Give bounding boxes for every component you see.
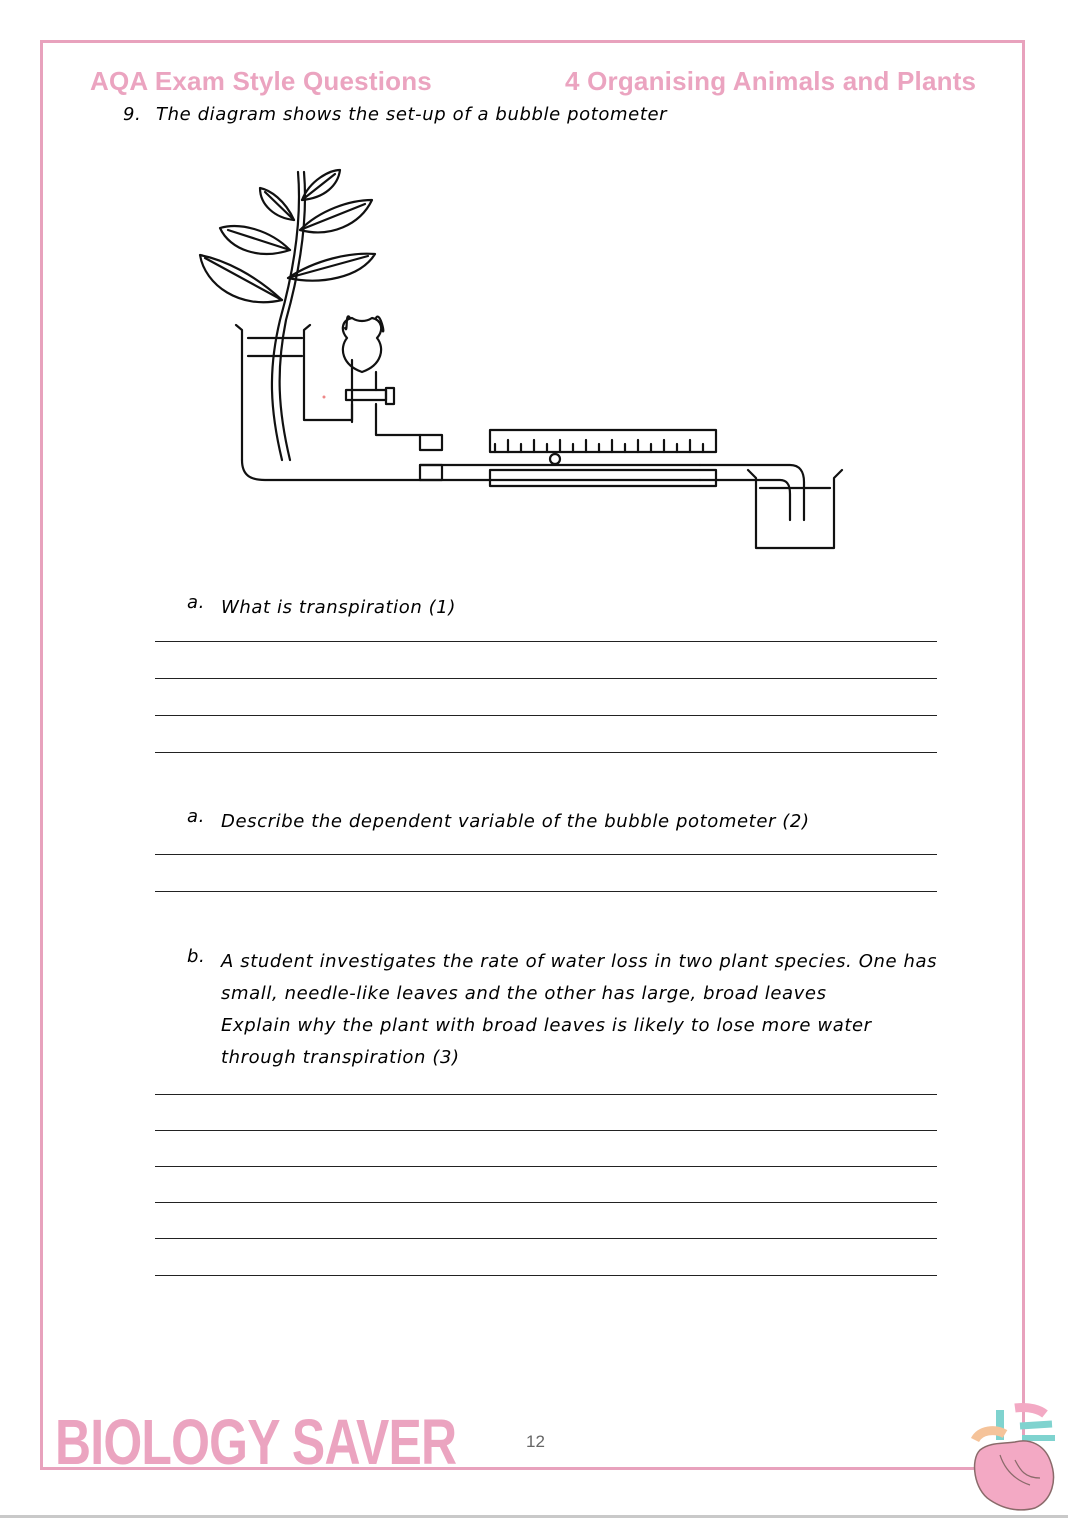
answer-line[interactable] [155,678,937,679]
answer-line[interactable] [155,854,937,855]
part-text: Explain why the plant with broad leaves is likely to lose more water through transpiration (3) [221,1015,872,1068]
main-tube [242,460,420,480]
header-left-title: AQA Exam Style Questions [90,66,432,96]
answer-line[interactable] [155,891,937,892]
answer-line[interactable] [155,1166,937,1167]
biology-saver-logo: BIOLOGY SAVER [55,1406,457,1478]
right-beaker [748,470,842,548]
question-9 [123,104,667,125]
part-label: a. [187,806,205,827]
answer-line[interactable] [155,715,937,716]
page-number: 12 [526,1432,545,1451]
part-text: What is transpiration (1) [221,597,456,618]
answer-line[interactable] [155,1094,937,1095]
reservoir-funnel [343,318,381,372]
left-beaker [236,325,242,460]
answer-line[interactable] [155,1238,937,1239]
potometer-diagram [190,160,850,560]
question-number: 9. [123,104,142,125]
question-text: The diagram shows the set-up of a bubble potometer [156,104,668,125]
air-bubble [550,454,560,464]
part-label: a. [187,592,205,613]
answer-line[interactable] [155,641,937,642]
heart-icon [960,1400,1060,1515]
header-right-title: 4 Organising Animals and Plants [565,66,977,96]
scale [490,430,716,452]
part-text: A student investigates the rate of water loss in two plant species. One has small, needle-like leaves and the other has large, broad leaves [221,951,938,1004]
answer-line[interactable] [155,752,937,753]
answer-line[interactable] [155,1130,937,1131]
part-text: Describe the dependent variable of the bubble potometer (2) [221,811,810,832]
part-label: b. [187,946,206,967]
answer-line[interactable] [155,1275,937,1276]
answer-line[interactable] [155,1202,937,1203]
